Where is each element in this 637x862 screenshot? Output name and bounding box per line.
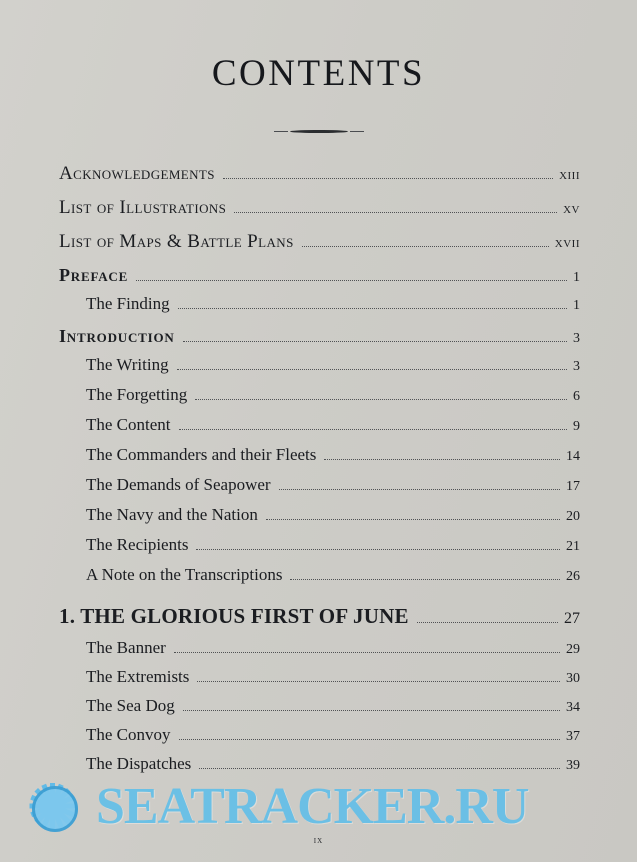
toc-entry-label: The Sea Dog <box>86 695 175 715</box>
leader-dots <box>183 710 560 711</box>
page-content <box>40 30 597 852</box>
toc-entry-page: 1 <box>573 297 580 313</box>
leader-dots <box>324 459 560 460</box>
toc-entry[interactable] <box>59 232 580 251</box>
toc-entry-label: The Commanders and their Fleets <box>86 444 317 464</box>
toc-section-page: 3 <box>573 330 580 346</box>
leader-dots <box>177 369 567 370</box>
page-title: CONTENTS <box>211 53 426 94</box>
toc-entry-label: The Demands of Seapower <box>86 474 271 494</box>
toc-section-heading[interactable] <box>59 266 580 285</box>
toc-entry-page: xiii <box>559 166 580 183</box>
toc-entry-label: List of Maps & Battle Plans <box>59 230 294 252</box>
toc-entry-page: 29 <box>566 641 580 657</box>
toc-entry-label: The Dispatches <box>86 753 192 773</box>
leader-dots <box>234 212 557 213</box>
toc-entry[interactable] <box>59 416 580 434</box>
leader-dots <box>195 399 567 400</box>
toc-entry[interactable] <box>59 506 580 524</box>
leader-dots <box>178 308 567 309</box>
leader-dots <box>197 681 560 682</box>
toc-entry-label: Acknowledgements <box>59 162 215 184</box>
leader-dots <box>417 622 558 623</box>
leader-dots <box>179 739 560 740</box>
toc-entry[interactable] <box>59 536 580 554</box>
toc-entry[interactable] <box>59 356 580 374</box>
toc-entry-label: The Banner <box>86 637 166 657</box>
page-folio: ix <box>313 835 324 846</box>
toc-entry[interactable] <box>59 726 580 744</box>
leader-dots <box>266 519 560 520</box>
toc-entry[interactable] <box>59 164 580 183</box>
toc-entry-label: The Writing <box>86 354 169 374</box>
table-of-contents <box>40 164 597 773</box>
toc-entry[interactable] <box>59 697 580 715</box>
leader-dots <box>183 341 567 342</box>
toc-entry-label: The Navy and the Nation <box>86 504 258 524</box>
toc-entry[interactable] <box>59 198 580 217</box>
leader-dots <box>302 246 549 247</box>
toc-entry-label: The Convoy <box>86 724 171 744</box>
toc-entry-page: 26 <box>566 568 580 584</box>
leader-dots <box>199 768 560 769</box>
toc-section-heading[interactable] <box>59 327 580 346</box>
leader-dots <box>196 549 560 550</box>
toc-entry[interactable] <box>59 476 580 494</box>
toc-entry[interactable] <box>59 639 580 657</box>
toc-entry-page: 39 <box>566 757 580 773</box>
toc-chapter-heading[interactable] <box>59 603 580 628</box>
toc-entry-page: 6 <box>573 388 580 404</box>
toc-entry-page: 9 <box>573 418 580 434</box>
toc-entry[interactable] <box>59 446 580 464</box>
toc-entry-label: The Recipients <box>86 534 189 554</box>
toc-entry-label: The Finding <box>86 293 170 313</box>
toc-entry-label: A Note on the Transcriptions <box>86 564 283 584</box>
leader-dots <box>223 178 553 179</box>
ornamental-rule-icon <box>40 120 597 134</box>
toc-section-label: Preface <box>59 264 129 285</box>
leader-dots <box>179 429 567 430</box>
toc-entry[interactable] <box>59 566 580 584</box>
toc-entry-page: 14 <box>566 448 580 464</box>
leader-dots <box>290 579 560 580</box>
toc-entry-label: List of Illustrations <box>59 196 227 218</box>
toc-entry[interactable] <box>59 755 580 773</box>
toc-entry-page: 30 <box>566 670 580 686</box>
toc-entry-label: The Extremists <box>86 666 190 686</box>
toc-chapter-page: 27 <box>564 609 580 627</box>
toc-chapter-label: 1. THE GLORIOUS FIRST OF JUNE <box>59 603 409 628</box>
toc-entry-page: xvii <box>554 234 580 251</box>
toc-entry-page: 34 <box>566 699 580 715</box>
leader-dots <box>174 652 560 653</box>
toc-entry-page: xv <box>563 200 580 217</box>
watermark-text: SEATRACKER.RU <box>96 777 529 835</box>
toc-entry[interactable] <box>59 386 580 404</box>
toc-entry-label: The Forgetting <box>86 384 188 404</box>
toc-entry[interactable] <box>59 668 580 686</box>
toc-entry-page: 37 <box>566 728 580 744</box>
toc-section-page: 1 <box>573 269 580 285</box>
leader-dots <box>279 489 560 490</box>
toc-entry-page: 20 <box>566 508 580 524</box>
toc-entry[interactable] <box>59 295 580 313</box>
toc-entry-page: 17 <box>566 478 580 494</box>
toc-entry-page: 3 <box>573 358 580 374</box>
toc-entry-label: The Content <box>86 414 171 434</box>
leader-dots <box>136 280 567 281</box>
toc-entry-page: 21 <box>566 538 580 554</box>
toc-section-label: Introduction <box>59 325 175 346</box>
